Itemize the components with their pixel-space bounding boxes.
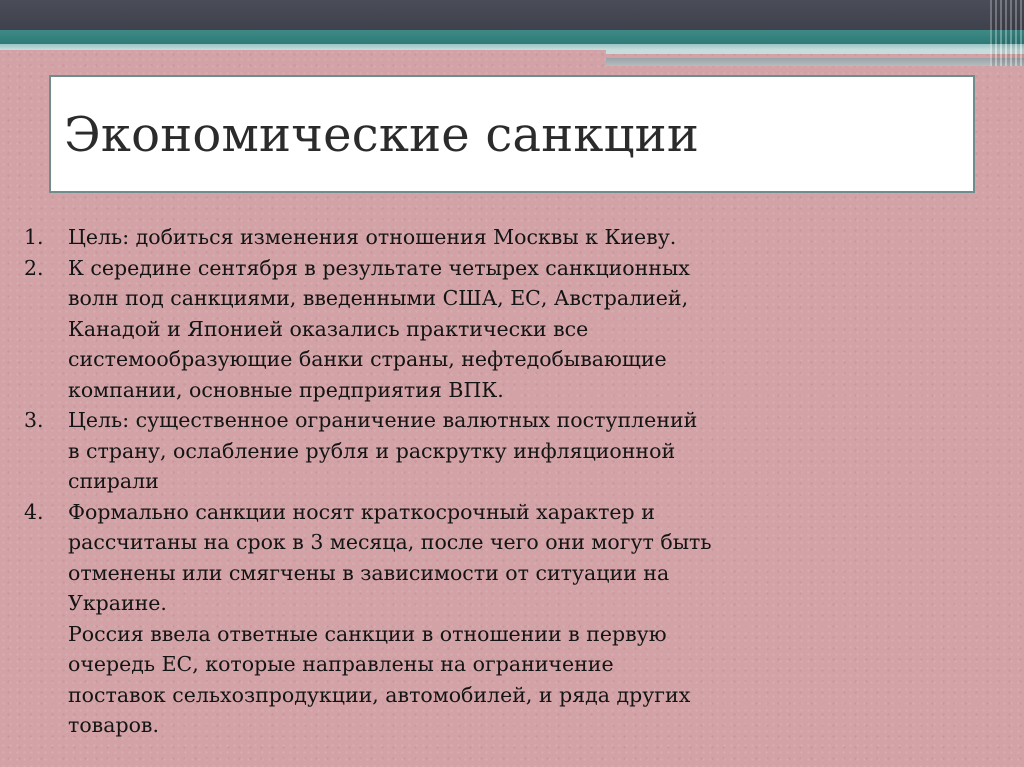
item-line: товаров.: [68, 713, 159, 737]
header-dark-band: [0, 0, 1024, 30]
item-number: 3.: [24, 408, 44, 432]
header-right-stripe-gray: [606, 58, 1024, 66]
item-line: поставок сельхозпродукции, автомобилей, и ряда других: [68, 682, 691, 707]
item-line: спирали: [68, 469, 159, 493]
item-line: системообразующие банки страны, нефтедобывающие: [68, 347, 667, 371]
slide-title: Экономические санкции: [64, 107, 700, 163]
item-line: Цель: добиться изменения отношения Москвы к Киеву.: [68, 225, 677, 249]
title-box: [49, 75, 975, 193]
list-item: [24, 253, 804, 406]
content-list: [24, 222, 804, 741]
item-line: К середине сентября в результате четырех санкционных: [68, 255, 690, 280]
item-line: рассчитаны на срок в 3 месяца, после чего они могут быть: [68, 530, 712, 554]
item-line: в страну, ослабление рубля и раскрутку инфляционной: [68, 438, 676, 463]
item-line: Канадой и Японией оказались практически все: [68, 316, 589, 341]
list-item: [24, 497, 804, 741]
item-number: 1.: [24, 225, 44, 249]
header-teal-band: [0, 30, 1024, 44]
list-item: [24, 405, 804, 497]
item-line: отменены или смягчены в зависимости от ситуации на: [68, 560, 670, 585]
header-edge-pattern: [990, 0, 1024, 66]
item-line: Формально санкции носят краткосрочный характер и: [68, 499, 655, 524]
item-line: Украине.: [68, 591, 167, 615]
header-right-stripe: [606, 50, 1024, 54]
item-line: Цель: существенное ограничение валютных поступлений: [68, 408, 698, 432]
item-line: очередь ЕС, которые направлены на ограничение: [68, 652, 614, 676]
list-item: [24, 222, 804, 253]
item-number: 4.: [24, 499, 44, 524]
item-line: компании, основные предприятия ВПК.: [68, 377, 504, 402]
item-line: волн под санкциями, введенными США, ЕС, Австралией,: [68, 286, 689, 310]
item-number: 2.: [24, 255, 44, 280]
item-line: Россия ввела ответные санкции в отношении в первую: [68, 621, 667, 646]
